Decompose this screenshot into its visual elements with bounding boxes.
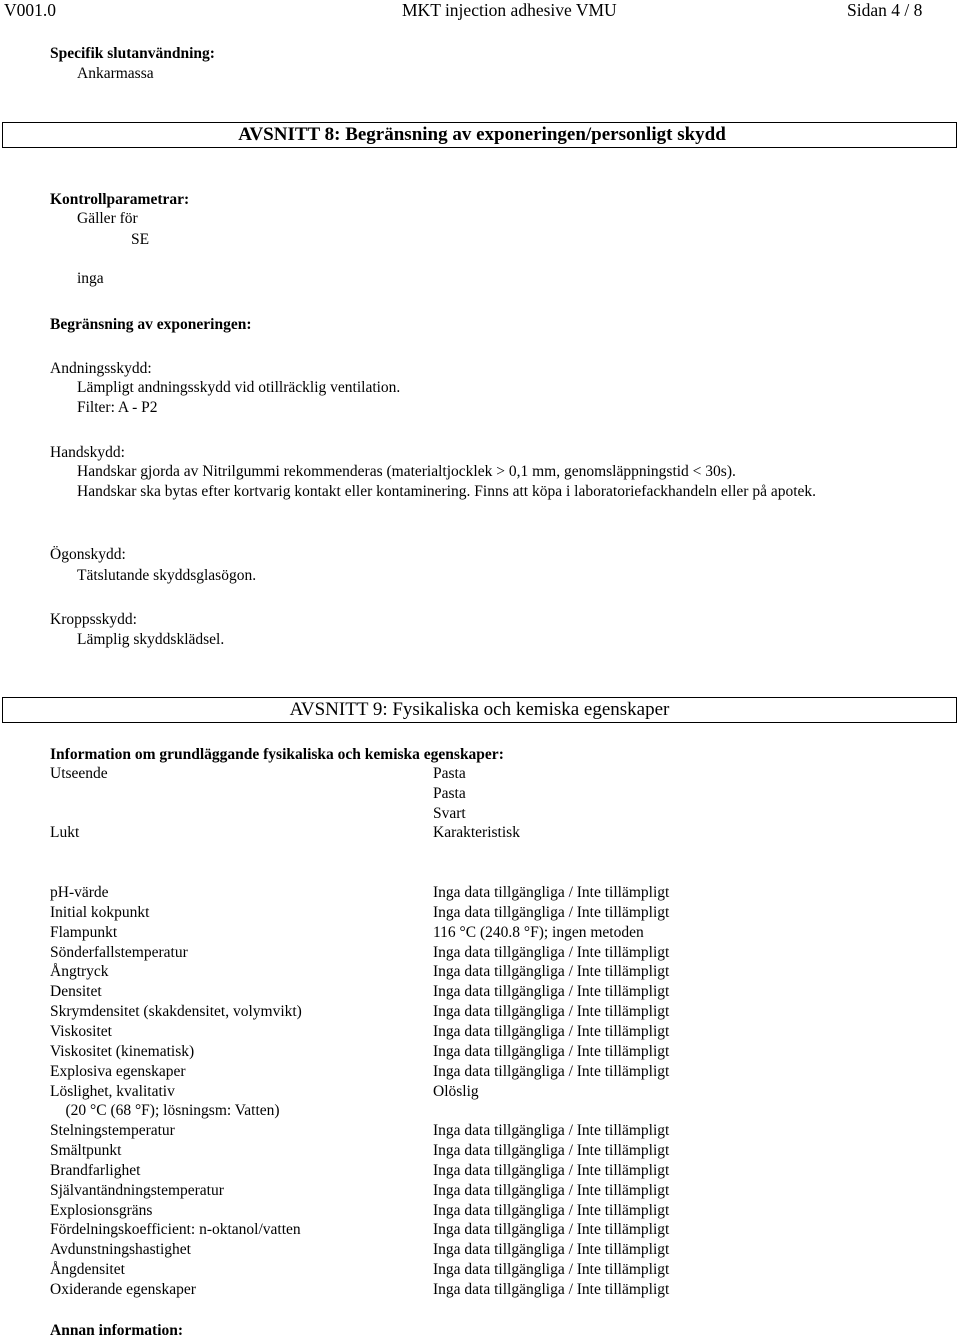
property-row <box>50 903 930 923</box>
property-label: Smältpunkt <box>50 1142 122 1160</box>
appearance-value-color: Svart <box>433 805 466 822</box>
property-value: Olöslig <box>433 1082 479 1100</box>
exposure-controls-label: Begränsning av exponeringen: <box>50 316 252 333</box>
hand-protection-text-2: Handskar ska bytas efter kortvarig kontakt eller kontaminering. Finns att köpa i laboratoriefackhandeln eller på apotek. <box>77 483 817 500</box>
applies-for-label: Gäller för <box>77 210 138 227</box>
property-value: Inga data tillgängliga / Inte tillämpligt <box>433 983 670 1001</box>
property-label: Stelningstemperatur <box>50 1122 175 1140</box>
property-label: pH-värde <box>50 884 109 901</box>
appearance-value-form: Pasta <box>433 765 466 782</box>
property-label: Ångdensitet <box>50 1261 125 1279</box>
section-9-heading <box>2 697 957 723</box>
property-value: Inga data tillgängliga / Inte tillämpligt <box>433 1003 670 1021</box>
end-use-label: Specifik slutanvändning: <box>50 45 215 62</box>
property-value: Inga data tillgängliga / Inte tillämpligt <box>433 1201 670 1219</box>
basic-properties-label: Information om grundläggande fysikaliska och kemiska egenskaper: <box>50 746 504 763</box>
property-value: Inga data tillgängliga / Inte tillämpligt <box>433 1022 670 1040</box>
respiratory-protection-label: Andningsskydd: <box>50 360 152 377</box>
property-value: Inga data tillgängliga / Inte tillämpligt <box>433 1161 670 1179</box>
country-code: SE <box>131 231 150 248</box>
property-label: Densitet <box>50 983 102 1001</box>
property-row <box>50 1201 930 1221</box>
section-8-heading <box>2 122 957 148</box>
property-value: 116 °C (240.8 °F); ingen metoden <box>433 923 644 941</box>
property-row <box>50 1280 930 1300</box>
body-protection-label: Kroppsskydd: <box>50 611 137 628</box>
property-value: Inga data tillgängliga / Inte tillämpligt <box>433 1241 670 1259</box>
no-control-params: inga <box>77 270 104 287</box>
product-name: MKT injection adhesive VMU <box>402 0 617 20</box>
property-label: (20 °C (68 °F); lösningsm: Vatten) <box>50 1102 280 1120</box>
hand-protection-text-1: Handskar gjorda av Nitrilgummi rekommenderas (materialtjocklek > 0,1 mm, genomsläppningstid < 30s). <box>77 463 736 480</box>
property-row <box>50 1220 930 1240</box>
other-information-label: Annan information: <box>50 1322 184 1339</box>
property-row <box>50 1260 930 1280</box>
property-value: Inga data tillgängliga / Inte tillämpligt <box>433 1122 670 1140</box>
property-label: Ångtryck <box>50 963 109 981</box>
property-row <box>50 1141 930 1161</box>
property-row <box>50 1181 930 1201</box>
property-row <box>50 962 930 982</box>
appearance-value-state: Pasta <box>433 785 466 802</box>
property-row <box>50 883 930 903</box>
property-label: Skrymdensitet (skakdensitet, volymvikt) <box>50 1003 302 1021</box>
property-label: Avdunstningshastighet <box>50 1241 191 1259</box>
respiratory-filter-text: Filter: A - P2 <box>77 399 158 416</box>
property-value: Inga data tillgängliga / Inte tillämpligt <box>433 903 670 921</box>
property-row <box>50 1121 930 1141</box>
property-label: Fördelningskoefficient: n-oktanol/vatten <box>50 1221 301 1239</box>
property-row <box>50 943 930 963</box>
page-number: Sidan 4 / 8 <box>847 0 923 20</box>
property-row <box>50 1161 930 1181</box>
section-9-title: AVSNITT 9: Fysikaliska och kemiska egenskaper <box>289 699 670 720</box>
property-row <box>50 1042 930 1062</box>
property-label: Självantändningstemperatur <box>50 1181 224 1199</box>
property-label: Explosiva egenskaper <box>50 1062 186 1080</box>
property-value: Inga data tillgängliga / Inte tillämpligt <box>433 1281 670 1298</box>
respiratory-protection-text: Lämpligt andningsskydd vid otillräcklig ventilation. <box>77 379 401 396</box>
property-row <box>50 923 930 943</box>
property-value: Inga data tillgängliga / Inte tillämpligt <box>433 1142 670 1160</box>
property-value: Inga data tillgängliga / Inte tillämpligt <box>433 1042 670 1060</box>
property-label: Sönderfallstemperatur <box>50 943 188 961</box>
property-row <box>50 1022 930 1042</box>
property-row <box>50 982 930 1002</box>
property-row <box>50 1082 930 1102</box>
odor-value: Karakteristisk <box>433 824 520 841</box>
property-label: Explosionsgräns <box>50 1201 153 1219</box>
document-version: V001.0 <box>4 0 57 20</box>
property-value: Inga data tillgängliga / Inte tillämpligt <box>433 884 670 901</box>
eye-protection-label: Ögonskydd: <box>50 546 126 563</box>
property-label: Flampunkt <box>50 923 118 941</box>
property-value: Inga data tillgängliga / Inte tillämpligt <box>433 1261 670 1279</box>
eye-protection-text: Tätslutande skyddsglasögon. <box>77 567 257 584</box>
property-row <box>50 1240 930 1260</box>
property-label: Initial kokpunkt <box>50 903 150 921</box>
section-8-title: AVSNITT 8: Begränsning av exponeringen/personligt skydd <box>238 124 726 145</box>
property-label: Viskositet <box>50 1022 112 1040</box>
appearance-label: Utseende <box>50 765 108 782</box>
property-label: Oxiderande egenskaper <box>50 1281 196 1298</box>
control-parameters-label: Kontrollparametrar: <box>50 191 190 208</box>
property-value: Inga data tillgängliga / Inte tillämpligt <box>433 1062 670 1080</box>
property-value: Inga data tillgängliga / Inte tillämpligt <box>433 943 670 961</box>
hand-protection-label: Handskydd: <box>50 444 125 461</box>
property-value: Inga data tillgängliga / Inte tillämpligt <box>433 1181 670 1199</box>
end-use-value: Ankarmassa <box>77 65 154 82</box>
property-label: Viskositet (kinematisk) <box>50 1042 195 1060</box>
property-row <box>50 1062 930 1082</box>
property-value: Inga data tillgängliga / Inte tillämpligt <box>433 963 670 981</box>
property-label: Brandfarlighet <box>50 1161 141 1179</box>
body-protection-text: Lämplig skyddsklädsel. <box>77 631 225 648</box>
property-label: Löslighet, kvalitativ <box>50 1082 175 1100</box>
property-row <box>50 1101 930 1121</box>
property-value: Inga data tillgängliga / Inte tillämpligt <box>433 1221 670 1239</box>
property-row <box>50 1002 930 1022</box>
odor-label: Lukt <box>50 824 80 841</box>
